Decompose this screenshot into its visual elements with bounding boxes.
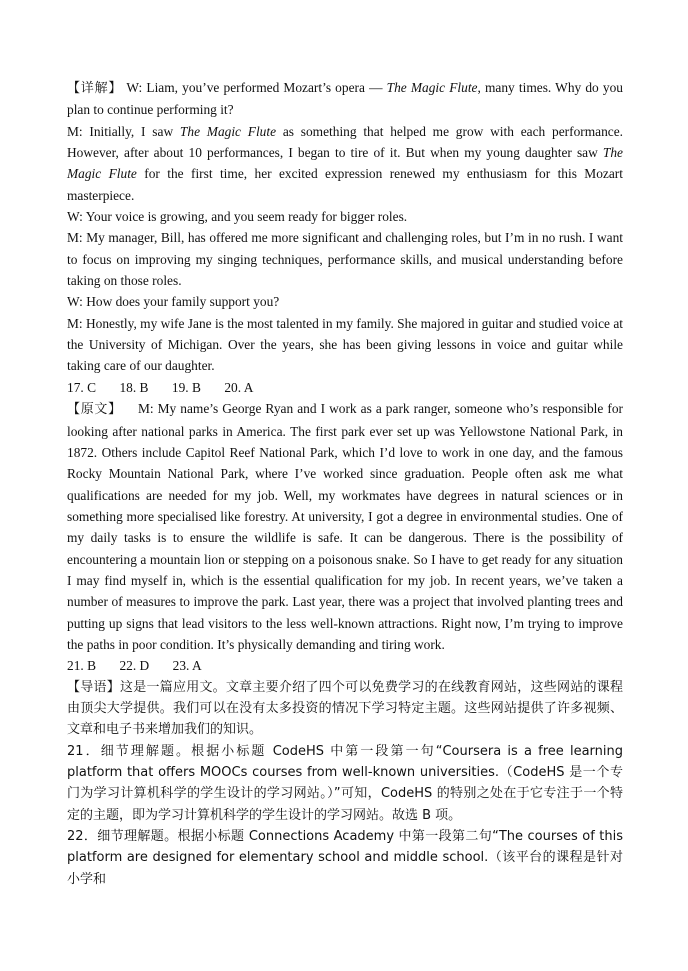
question-22-explanation: 22．细节理解题。根据小标题 Connections Academy 中第一段第二句“The courses of this platform are designed for elementary school and middle school.（该平台的课程是针对小学和 xyxy=(67,829,623,887)
detail-paragraph-5: W: How does your family support you? xyxy=(67,294,280,310)
guide-text: 这是一篇应用文。文章主要介绍了四个可以免费学习的在线教育网站，这些网站的课程由顶尖大学提供。我们可以在没有太多投资的情况下学习特定主题。这些网站提供了许多视频、文章和电子书来增加我们的知识。 xyxy=(67,679,623,738)
answers-17-20: 17. C 18. B 19. B 20. A xyxy=(67,379,254,395)
detail-paragraph-4: M: My manager, Bill, has offered me more significant and challenging roles, but I’m in no rush. I want to focus on improving my singing techniques, performance skills, and musical understanding before taking on those roles. xyxy=(67,230,623,289)
original-paragraph xyxy=(67,398,623,655)
detail-paragraph-2: M: Initially, I saw The Magic Flute as something that helped me grow with each performance. However, after about 10 performances, I began to tire of it. But when my young daughter saw The Magic Flute for the first time, her excited expression renewed my enthusiasm for this Mozart masterpiece. xyxy=(67,123,624,203)
detail-paragraph-1 xyxy=(67,77,623,121)
detail-paragraph-3: W: Your voice is growing, and you seem ready for bigger roles. xyxy=(67,209,408,225)
detail-paragraph-6: M: Honestly, my wife Jane is the most talented in my family. She majored in guitar and studied voice at the University of Michigan. Over the years, she has been giving lessons in voice and guitar while taking care of our daughter. xyxy=(67,315,623,374)
guide-label: 【导语】 xyxy=(67,679,120,695)
original-text: M: My name’s George Ryan and I work as a park ranger, someone who’s responsible for looking after national parks in America. The first park ever set up was Yellowstone National Park, in 1872. Others include Capitol Reef National Park, which I’d love to work in one day, and the famous Rocky Mountain National Park, where I’ve worked since graduation. People often ask me what qualifications are needed for my job. Well, my workmates have degrees in natural sciences or in something more specialised like forestry. At university, I got a degree in environmental studies. One of my daily tasks is to ensure the wildlife is safe. It can be dangerous. There is the possibility of encountering a mountain lion or stepping on a poisonous snake. So I have to get ready for any situation I may find myself in, which is the essential qualification for my job. In recent years, we’ve taken a number of measures to improve the park. Last year, there was a project that involved planting trees and putting up signs that lead visitors to the less well-known attractions. Right now, I’m trying to improve the paths in poor condition. It’s physically demanding and tiring work. xyxy=(67,401,623,652)
original-label: 【原文】 xyxy=(67,402,122,418)
detail-line-1: W: Liam, you’ve performed Mozart’s opera — The Magic Flute, many times. Why do you plan to continue performing it? xyxy=(67,80,623,118)
detail-label: 【详解】 xyxy=(67,81,123,96)
answers-21-23: 21. B 22. D 23. A xyxy=(67,658,202,674)
question-21-explanation: 21．细节理解题。根据小标题 CodeHS 中第一段第一句“Coursera is a free learning platform that offers MOOCs courses from well-known universities.（CodeHS 是一个专门为学习计算机科学的学生设计的学习网站。）”可知，CodeHS 的特别之处在于它专注于一个特定的主题，即为学习计算机科学的学生设计的学习网站。故选 B 项。 xyxy=(67,743,623,823)
document-page xyxy=(67,77,623,890)
guide-paragraph xyxy=(67,677,623,741)
